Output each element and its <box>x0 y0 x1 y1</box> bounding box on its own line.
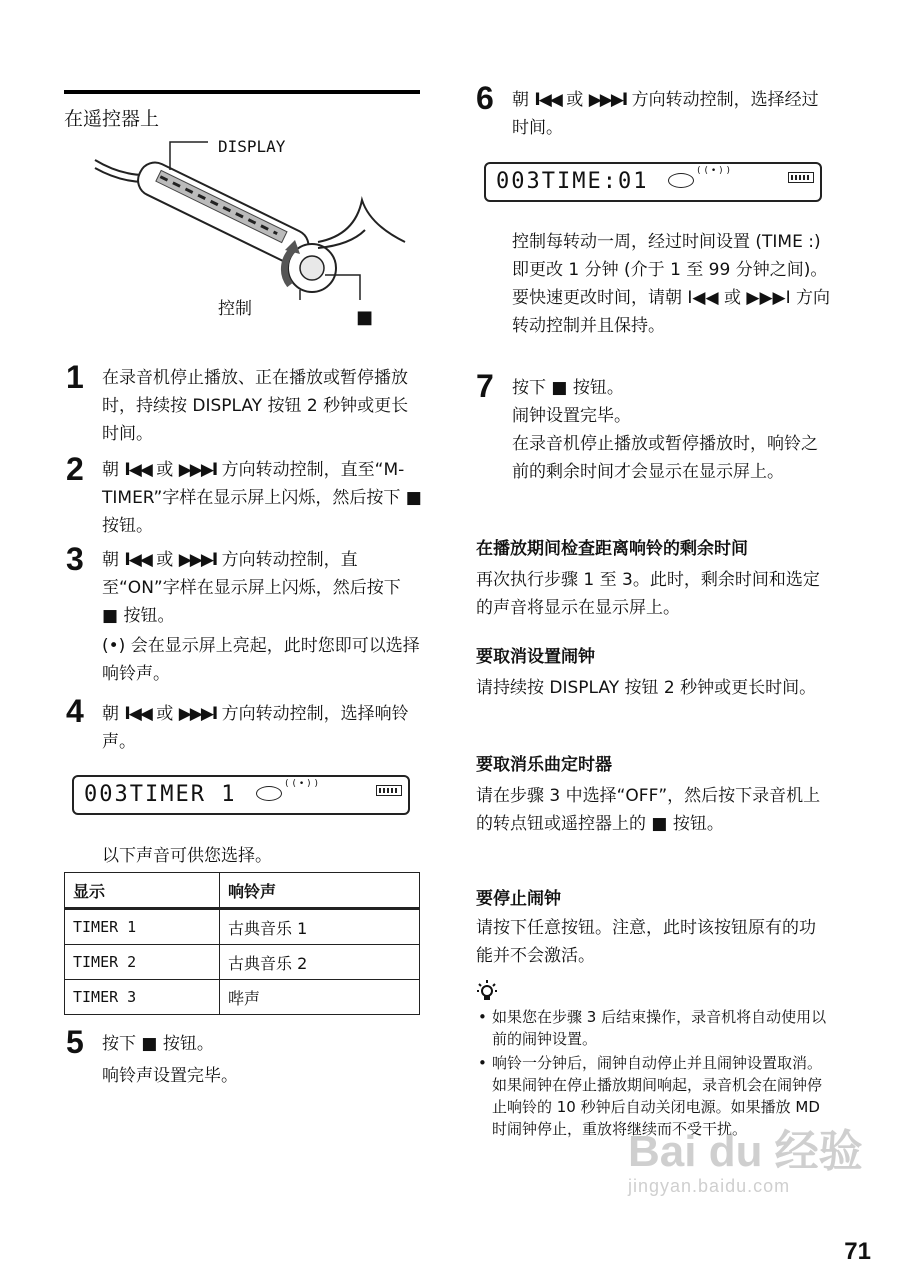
step-7-sub2: 在录音机停止播放或暂停播放时，响铃之前的剩余时间才会显示在显示屏上。 <box>512 434 818 482</box>
remote-section-title: 在遥控器上 <box>64 108 160 130</box>
lcd-text: 003TIMER 1 <box>84 782 237 807</box>
table-row: TIMER 1 古典音乐 1 <box>65 909 420 945</box>
page-number: 71 <box>844 1238 871 1265</box>
watermark-brand: Bai du 经验 <box>628 1127 863 1176</box>
table-row: TIMER 3 哔声 <box>65 980 420 1015</box>
next-icon: ▶▶▶I <box>178 460 217 480</box>
next-icon: ▶▶▶I <box>178 550 217 570</box>
step-6-note: 控制每转动一周，经过时间设置 (TIME :) 即更改 1 分钟 (介于 1 至 99 分钟之间)。要快速更改时间，请朝 I◀◀ 或 ▶▶▶I 方向转动控制并且保持。 <box>512 232 831 336</box>
step-number: 5 <box>66 1024 84 1060</box>
battery-icon <box>788 172 814 183</box>
step-5-text: 按下 ■ 按钮。 <box>102 1034 214 1054</box>
cancel-alarm-title: 要取消设置闹钟 <box>476 647 595 667</box>
check-remaining-title: 在播放期间检查距离响铃的剩余时间 <box>476 539 748 559</box>
control-label: 控制 <box>218 299 252 319</box>
table-row: TIMER 2 古典音乐 2 <box>65 945 420 980</box>
prev-icon: I◀◀ <box>534 90 561 110</box>
cancel-alarm-body: 请持续按 DISPLAY 按钮 2 秒钟或更长时间。 <box>476 678 817 698</box>
stop-alarm-body: 请按下任意按钮。注意，此时该按钮原有的功能并不会激活。 <box>476 918 816 966</box>
stop-label: ■ <box>356 307 374 328</box>
cancel-timer-title: 要取消乐曲定时器 <box>476 755 612 775</box>
bell-icon: ((•)) <box>696 166 734 176</box>
step-5-sub: 响铃声设置完毕。 <box>102 1066 238 1086</box>
step-7-sub1: 闹钟设置完毕。 <box>512 406 631 426</box>
next-icon: ▶▶▶I <box>588 90 627 110</box>
lcd-display-timer <box>72 775 410 815</box>
step-number: 6 <box>476 80 494 116</box>
cancel-timer-body: 请在步骤 3 中选择“OFF”，然后按下录音机上的转点钮或遥控器上的 ■ 按钮。 <box>476 786 821 834</box>
display-label: DISPLAY <box>218 137 286 156</box>
prev-icon: I◀◀ <box>124 550 151 570</box>
bell-icon: ((•)) <box>284 779 322 789</box>
table-header: 响铃声 <box>220 873 420 909</box>
tips-list <box>476 1006 834 1142</box>
prev-icon: I◀◀ <box>124 704 151 724</box>
step-number: 1 <box>66 359 84 395</box>
disc-icon <box>668 173 694 188</box>
disc-icon <box>256 786 282 801</box>
prev-icon: I◀◀ <box>124 460 151 480</box>
step-number: 4 <box>66 693 84 729</box>
tip-bulb-icon <box>476 978 498 1002</box>
table-intro: 以下声音可供您选择。 <box>102 846 272 866</box>
check-remaining-body: 再次执行步骤 1 至 3。此时，剩余时间和选定的声音将显示在显示屏上。 <box>476 570 820 618</box>
step-number: 2 <box>66 451 84 487</box>
tone-table <box>64 872 420 1015</box>
step-4-text: 朝 I◀◀ 或 ▶▶▶I 方向转动控制，选择响铃声。 <box>102 704 409 752</box>
step-1-text: 在录音机停止播放、正在播放或暂停播放时，持续按 DISPLAY 按钮 2 秒钟或更长时间。 <box>102 368 409 444</box>
table-header: 显示 <box>65 873 220 909</box>
stop-alarm-title: 要停止闹钟 <box>476 889 561 909</box>
list-item: • 如果您在步骤 3 后结束操作，录音机将自动使用以前的闹钟设置。 <box>476 1006 834 1050</box>
next-icon: ▶▶▶I <box>178 704 217 724</box>
battery-icon <box>376 785 402 796</box>
lcd-display-time <box>484 162 822 202</box>
watermark-url: jingyan.baidu.com <box>628 1176 791 1196</box>
list-item: • 响铃一分钟后，闹钟自动停止并且闹钟设置取消。如果闹钟在停止播放期间响起，录音机会在闹钟停止响铃的 10 秒钟后自动关闭电源。如果播放 MD 时闹钟停止，重放将继续而不受干扰。 <box>476 1052 834 1140</box>
step-2-text: 朝 I◀◀ 或 ▶▶▶I 方向转动控制，直至“M-TIMER”字样在显示屏上闪烁，然后按下 ■ 按钮。 <box>102 460 422 536</box>
section-rule <box>64 90 420 94</box>
step-3-note: (•) 会在显示屏上亮起，此时您即可以选择响铃声。 <box>102 636 420 684</box>
step-3-text: 朝 I◀◀ 或 ▶▶▶I 方向转动控制，直至“ON”字样在显示屏上闪烁，然后按下 ■ 按钮。 <box>102 550 401 626</box>
step-6-text: 朝 I◀◀ 或 ▶▶▶I 方向转动控制，选择经过时间。 <box>512 90 819 138</box>
step-7-text: 按下 ■ 按钮。 <box>512 378 624 398</box>
lcd-text: 003TIME:01 <box>496 169 649 194</box>
baidu-watermark <box>628 1128 863 1196</box>
step-number: 7 <box>476 368 494 404</box>
step-number: 3 <box>66 541 84 577</box>
